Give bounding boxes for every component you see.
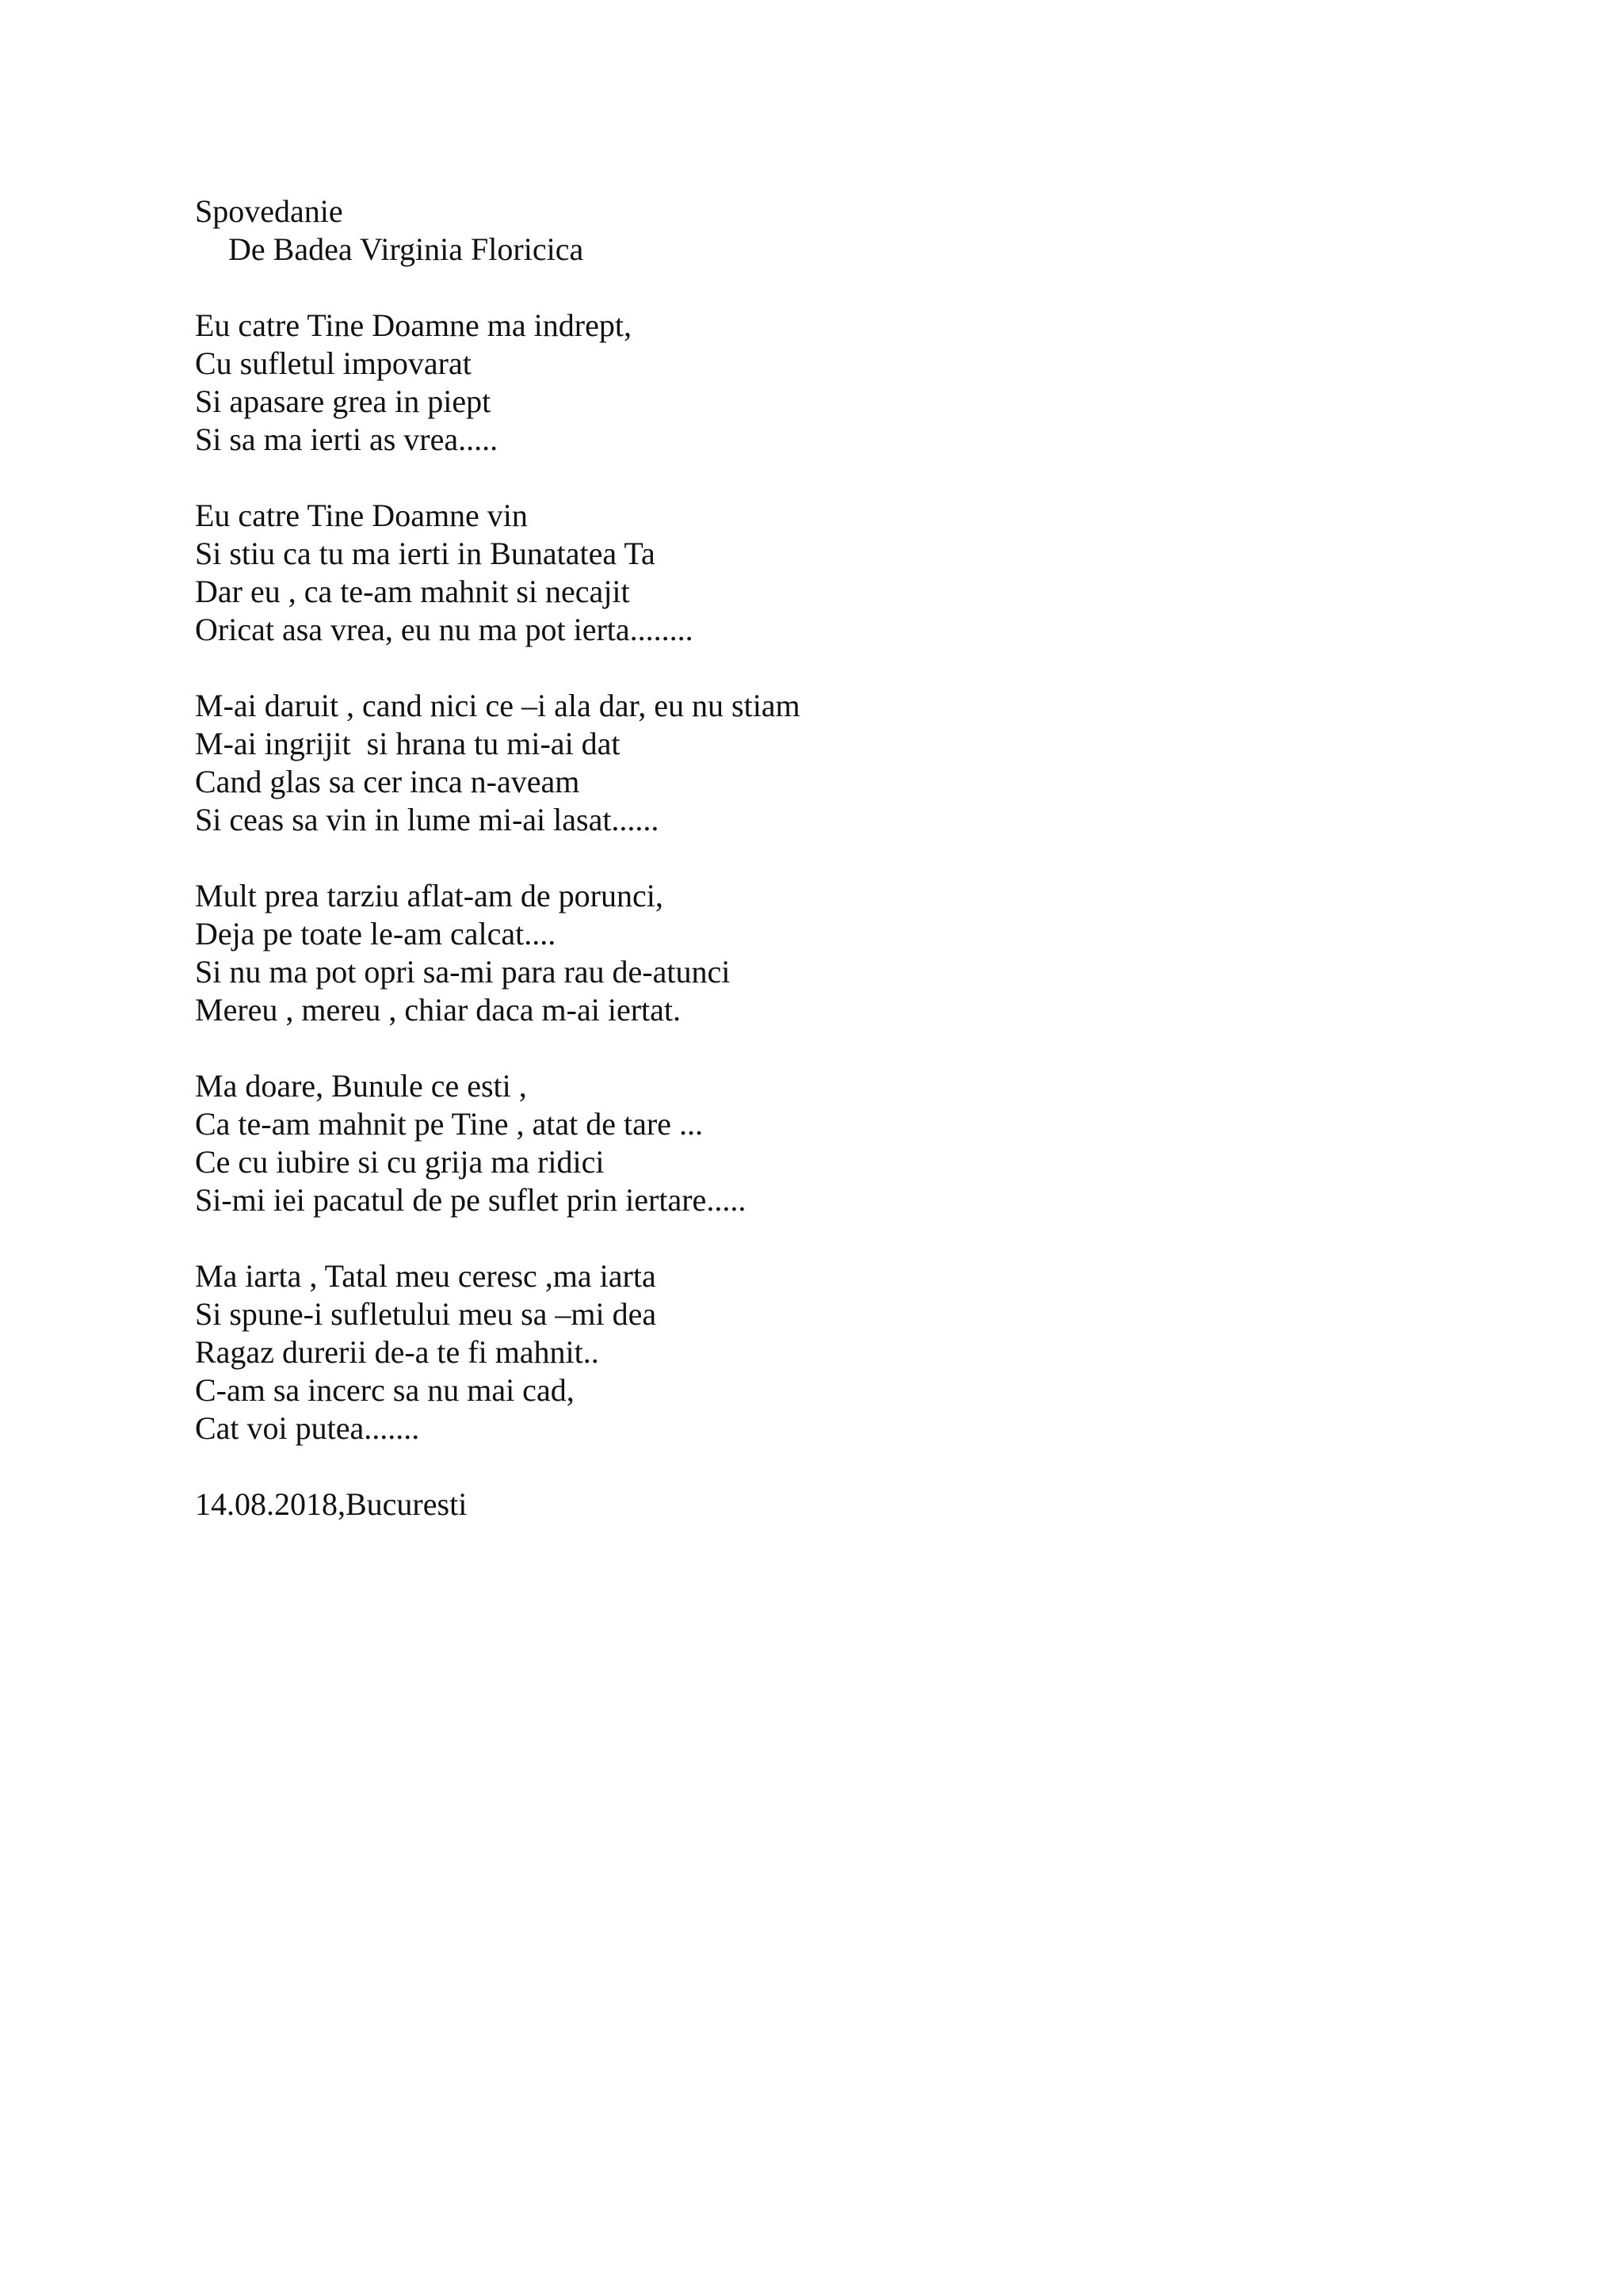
poem-line: Dar eu , ca te-am mahnit si necajit [195,574,630,609]
poem-title: Spovedanie [195,193,343,229]
stanza-2 [195,497,1542,649]
stanza-4 [195,877,1542,1029]
poem-line: Ma iarta , Tatal meu ceresc ,ma iarta [195,1258,656,1294]
poem-line: Cand glas sa cer inca n-aveam [195,764,580,799]
poem-line: Si-mi iei pacatul de pe suflet prin iertare..... [195,1182,747,1218]
poem-author: De Badea Virginia Floricica [228,231,584,267]
poem-line: Oricat asa vrea, eu nu ma pot ierta........ [195,612,693,647]
date-place: 14.08.2018,Bucuresti [195,1486,468,1522]
stanza-1 [195,307,1542,459]
poem-line: Si stiu ca tu ma ierti in Bunatatea Ta [195,536,655,571]
poem-line: Mereu , mereu , chiar daca m-ai iertat. [195,992,682,1028]
poem-line: Ragaz durerii de-a te fi mahnit.. [195,1334,599,1370]
poem-line: Eu catre Tine Doamne ma indrept, [195,307,632,343]
poem-line: Ce cu iubire si cu grija ma ridici [195,1144,605,1180]
poem-line: Mult prea tarziu aflat-am de porunci, [195,878,663,913]
poem-line: Cat voi putea....... [195,1410,420,1446]
poem-line: M-ai daruit , cand nici ce –i ala dar, eu nu stiam [195,688,800,723]
poem-line: Cu sufletul impovarat [195,345,472,381]
poem-line: Si ceas sa vin in lume mi-ai lasat...... [195,802,659,837]
poem-line: C-am sa incerc sa nu mai cad, [195,1372,575,1408]
poem-line: Si spune-i sufletului meu sa –mi dea [195,1296,657,1332]
poem-line: Eu catre Tine Doamne vin [195,498,528,533]
stanza-3 [195,687,1542,839]
stanza-5 [195,1067,1542,1219]
poem-line: M-ai ingrijit si hrana tu mi-ai dat [195,726,621,761]
poem-line: Si apasare grea in piept [195,383,491,419]
stanza-6 [195,1257,1542,1447]
poem-line: Si sa ma ierti as vrea..... [195,421,498,457]
poem-line: Ca te-am mahnit pe Tine , atat de tare ... [195,1106,703,1142]
poem-line: Si nu ma pot opri sa-mi para rau de-atunci [195,954,731,990]
poem-line: Ma doare, Bunule ce esti , [195,1068,527,1104]
poem-content [195,193,1542,1524]
poem-line: Deja pe toate le-am calcat.... [195,916,556,952]
